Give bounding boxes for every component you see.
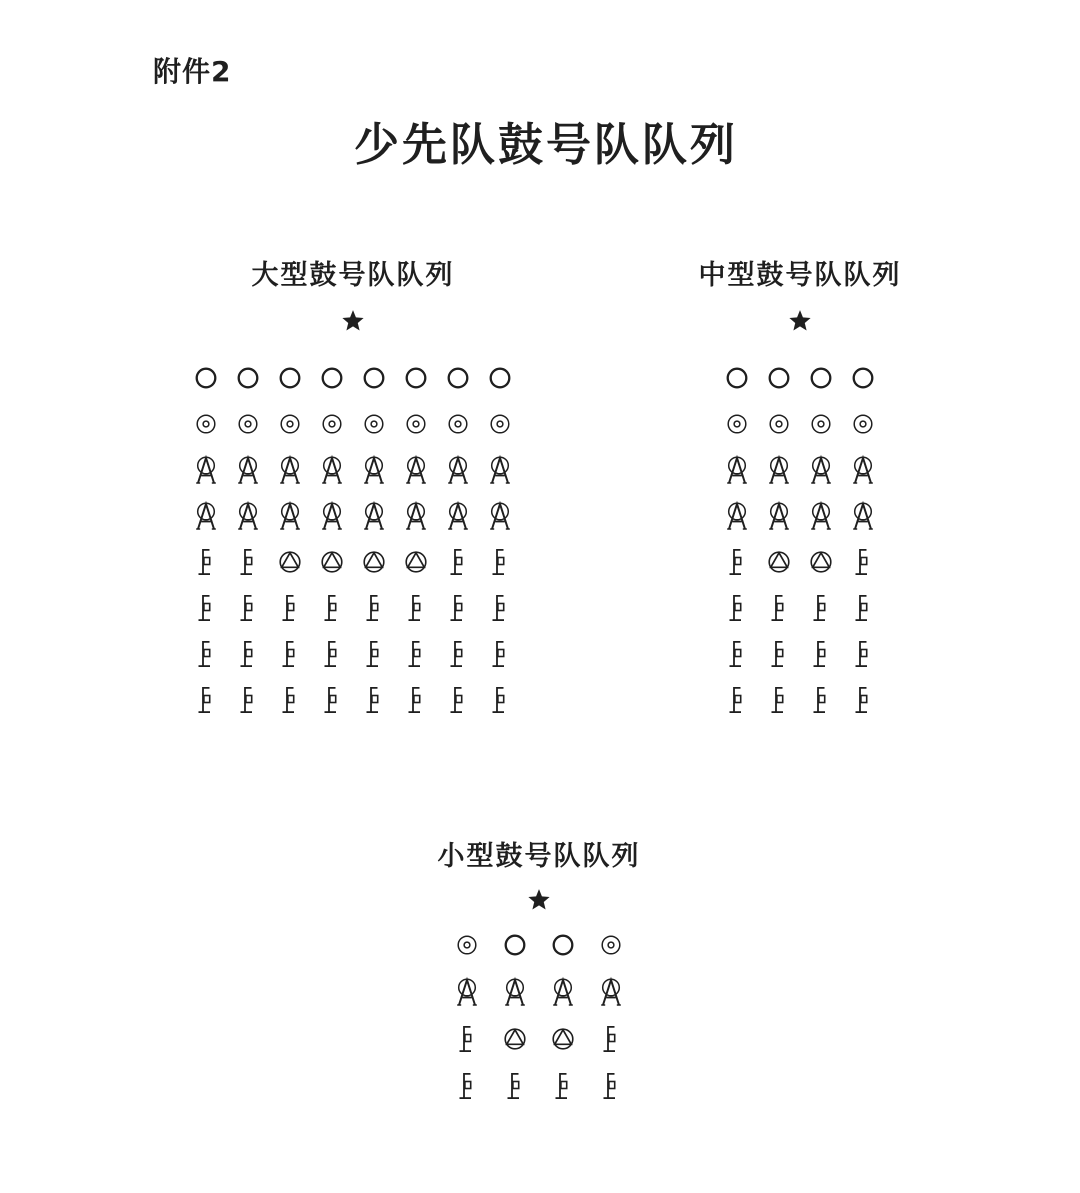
drum-stand-symbol-icon bbox=[800, 631, 842, 677]
small-formation-section bbox=[437, 839, 641, 1109]
circle-a-symbol-icon bbox=[842, 447, 884, 493]
drum-stand-symbol-icon bbox=[395, 585, 437, 631]
formation-row bbox=[185, 493, 521, 539]
drum-stand-symbol-icon bbox=[269, 631, 311, 677]
formation-row bbox=[716, 631, 884, 677]
circle-a-symbol-icon bbox=[491, 968, 539, 1015]
formation-row bbox=[443, 1062, 635, 1109]
circle-symbol-icon bbox=[539, 921, 587, 968]
drum-stand-symbol-icon bbox=[716, 631, 758, 677]
circle-a-symbol-icon bbox=[395, 447, 437, 493]
double-circle-symbol-icon bbox=[311, 401, 353, 447]
drum-stand-symbol-icon bbox=[185, 539, 227, 585]
double-circle-symbol-icon bbox=[227, 401, 269, 447]
formation-grid bbox=[185, 355, 521, 723]
formation-row bbox=[185, 677, 521, 723]
formation-row bbox=[716, 677, 884, 723]
conductor-star-icon bbox=[340, 308, 366, 334]
formation-row bbox=[185, 401, 521, 447]
circle-symbol-icon bbox=[716, 355, 758, 401]
drum-stand-symbol-icon bbox=[269, 585, 311, 631]
drum-stand-symbol-icon bbox=[587, 1015, 635, 1062]
circle-a-symbol-icon bbox=[311, 493, 353, 539]
drum-stand-symbol-icon bbox=[353, 585, 395, 631]
formation-row bbox=[443, 968, 635, 1015]
circle-a-symbol-icon bbox=[395, 493, 437, 539]
circle-a-symbol-icon bbox=[758, 447, 800, 493]
drum-stand-symbol-icon bbox=[443, 1062, 491, 1109]
drum-stand-symbol-icon bbox=[587, 1062, 635, 1109]
triangle-circle-symbol-icon bbox=[311, 539, 353, 585]
circle-a-symbol-icon bbox=[587, 968, 635, 1015]
circle-a-symbol-icon bbox=[716, 493, 758, 539]
medium-formation-section bbox=[698, 258, 902, 723]
drum-stand-symbol-icon bbox=[227, 677, 269, 723]
drum-stand-symbol-icon bbox=[491, 1062, 539, 1109]
triangle-circle-symbol-icon bbox=[269, 539, 311, 585]
drum-stand-symbol-icon bbox=[479, 539, 521, 585]
small-formation-title: 小型鼓号队队列 bbox=[437, 841, 641, 872]
circle-a-symbol-icon bbox=[437, 447, 479, 493]
drum-stand-symbol-icon bbox=[800, 677, 842, 723]
large-formation-section bbox=[185, 258, 521, 723]
drum-stand-symbol-icon bbox=[227, 539, 269, 585]
drum-stand-symbol-icon bbox=[227, 631, 269, 677]
formation-row bbox=[716, 355, 884, 401]
drum-stand-symbol-icon bbox=[842, 631, 884, 677]
page-title: 少先队鼓号队队列 bbox=[353, 118, 739, 171]
drum-stand-symbol-icon bbox=[479, 677, 521, 723]
medium-formation-title: 中型鼓号队队列 bbox=[698, 260, 902, 291]
triangle-circle-symbol-icon bbox=[395, 539, 437, 585]
formation-row bbox=[185, 355, 521, 401]
triangle-circle-symbol-icon bbox=[800, 539, 842, 585]
drum-stand-symbol-icon bbox=[353, 677, 395, 723]
triangle-circle-symbol-icon bbox=[539, 1015, 587, 1062]
circle-a-symbol-icon bbox=[800, 447, 842, 493]
conductor-star-icon bbox=[526, 887, 552, 913]
formation-row bbox=[185, 631, 521, 677]
drum-stand-symbol-icon bbox=[395, 677, 437, 723]
circle-a-symbol-icon bbox=[227, 493, 269, 539]
formation-row bbox=[185, 585, 521, 631]
drum-stand-symbol-icon bbox=[395, 631, 437, 677]
drum-stand-symbol-icon bbox=[758, 677, 800, 723]
circle-symbol-icon bbox=[185, 355, 227, 401]
formation-row bbox=[443, 1015, 635, 1062]
circle-a-symbol-icon bbox=[269, 447, 311, 493]
formation-row bbox=[716, 447, 884, 493]
circle-symbol-icon bbox=[479, 355, 521, 401]
circle-a-symbol-icon bbox=[269, 493, 311, 539]
circle-a-symbol-icon bbox=[479, 447, 521, 493]
drum-stand-symbol-icon bbox=[185, 585, 227, 631]
double-circle-symbol-icon bbox=[479, 401, 521, 447]
circle-a-symbol-icon bbox=[185, 493, 227, 539]
drum-stand-symbol-icon bbox=[842, 677, 884, 723]
circle-a-symbol-icon bbox=[437, 493, 479, 539]
circle-a-symbol-icon bbox=[353, 447, 395, 493]
double-circle-symbol-icon bbox=[587, 921, 635, 968]
circle-a-symbol-icon bbox=[185, 447, 227, 493]
circle-a-symbol-icon bbox=[443, 968, 491, 1015]
drum-stand-symbol-icon bbox=[539, 1062, 587, 1109]
drum-stand-symbol-icon bbox=[716, 677, 758, 723]
formation-row bbox=[443, 921, 635, 968]
circle-symbol-icon bbox=[842, 355, 884, 401]
double-circle-symbol-icon bbox=[185, 401, 227, 447]
double-circle-symbol-icon bbox=[437, 401, 479, 447]
large-formation-title: 大型鼓号队队列 bbox=[251, 260, 455, 291]
drum-stand-symbol-icon bbox=[437, 631, 479, 677]
double-circle-symbol-icon bbox=[716, 401, 758, 447]
formation-row bbox=[716, 493, 884, 539]
drum-stand-symbol-icon bbox=[437, 677, 479, 723]
circle-a-symbol-icon bbox=[479, 493, 521, 539]
circle-a-symbol-icon bbox=[800, 493, 842, 539]
drum-stand-symbol-icon bbox=[479, 631, 521, 677]
formation-row bbox=[716, 539, 884, 585]
drum-stand-symbol-icon bbox=[800, 585, 842, 631]
circle-a-symbol-icon bbox=[842, 493, 884, 539]
formation-row bbox=[185, 539, 521, 585]
formation-grid bbox=[443, 921, 635, 1109]
drum-stand-symbol-icon bbox=[311, 677, 353, 723]
double-circle-symbol-icon bbox=[269, 401, 311, 447]
double-circle-symbol-icon bbox=[395, 401, 437, 447]
triangle-circle-symbol-icon bbox=[353, 539, 395, 585]
circle-a-symbol-icon bbox=[716, 447, 758, 493]
double-circle-symbol-icon bbox=[353, 401, 395, 447]
formation-grid bbox=[716, 355, 884, 723]
circle-symbol-icon bbox=[269, 355, 311, 401]
formation-row bbox=[716, 401, 884, 447]
drum-stand-symbol-icon bbox=[185, 677, 227, 723]
formation-row bbox=[716, 585, 884, 631]
circle-a-symbol-icon bbox=[539, 968, 587, 1015]
drum-stand-symbol-icon bbox=[758, 631, 800, 677]
circle-symbol-icon bbox=[758, 355, 800, 401]
circle-symbol-icon bbox=[800, 355, 842, 401]
drum-stand-symbol-icon bbox=[716, 585, 758, 631]
circle-symbol-icon bbox=[311, 355, 353, 401]
double-circle-symbol-icon bbox=[842, 401, 884, 447]
drum-stand-symbol-icon bbox=[269, 677, 311, 723]
drum-stand-symbol-icon bbox=[479, 585, 521, 631]
triangle-circle-symbol-icon bbox=[758, 539, 800, 585]
drum-stand-symbol-icon bbox=[758, 585, 800, 631]
drum-stand-symbol-icon bbox=[842, 539, 884, 585]
attachment-label: 附件2 bbox=[153, 55, 232, 88]
drum-stand-symbol-icon bbox=[353, 631, 395, 677]
circle-a-symbol-icon bbox=[311, 447, 353, 493]
circle-symbol-icon bbox=[491, 921, 539, 968]
circle-a-symbol-icon bbox=[227, 447, 269, 493]
triangle-circle-symbol-icon bbox=[491, 1015, 539, 1062]
drum-stand-symbol-icon bbox=[437, 539, 479, 585]
formation-row bbox=[185, 447, 521, 493]
drum-stand-symbol-icon bbox=[437, 585, 479, 631]
circle-symbol-icon bbox=[353, 355, 395, 401]
double-circle-symbol-icon bbox=[443, 921, 491, 968]
circle-a-symbol-icon bbox=[353, 493, 395, 539]
drum-stand-symbol-icon bbox=[716, 539, 758, 585]
circle-symbol-icon bbox=[395, 355, 437, 401]
double-circle-symbol-icon bbox=[758, 401, 800, 447]
drum-stand-symbol-icon bbox=[227, 585, 269, 631]
drum-stand-symbol-icon bbox=[443, 1015, 491, 1062]
drum-stand-symbol-icon bbox=[311, 631, 353, 677]
circle-a-symbol-icon bbox=[758, 493, 800, 539]
drum-stand-symbol-icon bbox=[311, 585, 353, 631]
circle-symbol-icon bbox=[227, 355, 269, 401]
drum-stand-symbol-icon bbox=[842, 585, 884, 631]
conductor-star-icon bbox=[787, 308, 813, 334]
circle-symbol-icon bbox=[437, 355, 479, 401]
double-circle-symbol-icon bbox=[800, 401, 842, 447]
drum-stand-symbol-icon bbox=[185, 631, 227, 677]
